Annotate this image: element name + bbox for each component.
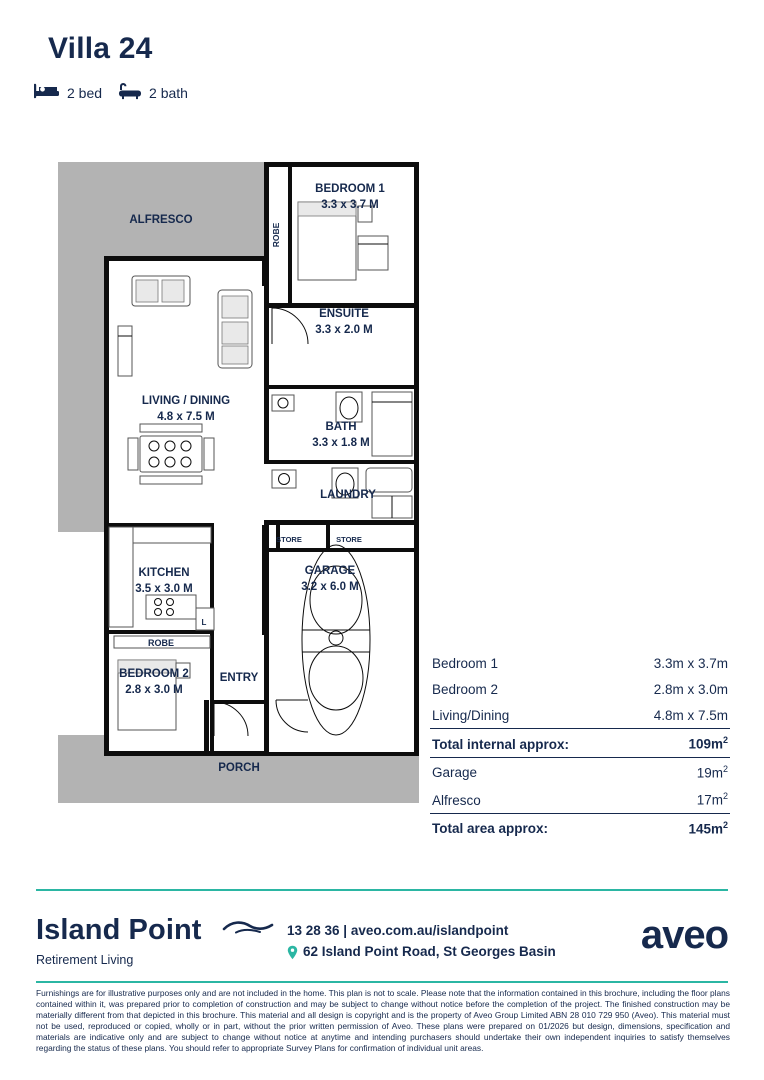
room-label-porch: PORCH <box>218 762 260 774</box>
page-title: Villa 24 <box>48 32 153 65</box>
divider-bottom <box>36 981 728 983</box>
room-dims-ensuite: 3.3 x 2.0 M <box>315 324 373 336</box>
room-label-l: L <box>201 618 207 627</box>
schedule-value: 2.8m x 3.0m <box>653 682 728 697</box>
spec-bed-label: 2 bed <box>67 84 103 101</box>
room-dims-garage: 3.2 x 6.0 M <box>301 581 359 593</box>
table-row <box>430 650 730 676</box>
room-label-entry: ENTRY <box>219 672 259 684</box>
table-row <box>430 728 730 757</box>
contact-address: 62 Island Point Road, St Georges Basin <box>303 943 556 959</box>
room-label-robe-1: ROBE <box>271 222 281 248</box>
spec-bath-label: 2 bath <box>149 84 188 101</box>
room-dims-bedroom-2: 2.8 x 3.0 M <box>125 684 183 696</box>
table-row <box>430 702 730 728</box>
location-pin-icon <box>287 942 298 967</box>
bath-icon <box>118 82 142 103</box>
wave-icon <box>222 918 274 939</box>
room-dims-kitchen: 3.5 x 3.0 M <box>135 583 193 595</box>
schedule-value: $17m^2$ <box>696 791 728 808</box>
disclaimer-text: Furnishings are for illustrative purposes only and are not included in the home. This plan is not to scale. Please note that the information contained in this brochure, including the floor plans contained within it, was prepared prior to completion of construction and may be subject to change without notice before the completion of the project. The finished construction may be materially different from that depicted in this brochure. This material and all design is copyright and is the property of Aveo Group Limited ABN 28 010 729 950 (Aveo). This material must not be used, reproduced or copied, wholly or in part, without the prior written permission of Aveo. These plans were prepared on 01/2026 but design, dimensions, specification and materials are indicative only and are subject to change without notice at anytime and intending purchasers should undertake their own independent inquiries to satisfy themselves regarding the status of these plans. You should refer to appropriate Survey Plans for confirmation of individual unit areas. <box>36 988 730 1054</box>
area-schedule-table <box>430 650 730 841</box>
table-row <box>430 676 730 702</box>
table-row <box>430 785 730 813</box>
aveo-logo: aveo <box>640 913 728 957</box>
contact-phone-web[interactable]: 13 28 36 | aveo.com.au/islandpoint <box>287 923 509 938</box>
contact-block <box>287 921 556 967</box>
schedule-name: Living/Dining <box>432 708 510 723</box>
room-dims-bedroom-1: 3.3 x 3.7 M <box>321 199 379 211</box>
room-label-bedroom-2: BEDROOM 2 <box>119 668 189 680</box>
brand-tagline: Retirement Living <box>36 953 134 967</box>
table-row <box>430 757 730 786</box>
room-label-kitchen: KITCHEN <box>138 567 190 579</box>
room-label-store-1: STORE <box>276 535 302 544</box>
table-row <box>430 813 730 842</box>
floorplan-drawing <box>36 140 456 830</box>
schedule-value: $145m^2$ <box>688 819 728 836</box>
spec-list <box>34 82 188 103</box>
schedule-name: Bedroom 2 <box>432 682 499 697</box>
spec-bath <box>118 82 188 103</box>
room-label-bath: BATH <box>325 421 357 433</box>
schedule-value: $19m^2$ <box>696 763 728 780</box>
room-label-laundry: LAUNDRY <box>320 489 376 501</box>
schedule-value: 3.3m x 3.7m <box>653 656 728 671</box>
bed-icon <box>34 82 60 103</box>
brand-logo <box>36 916 286 967</box>
schedule-name: Bedroom 1 <box>432 656 499 671</box>
divider-top <box>36 889 728 891</box>
schedule-name: Alfresco <box>432 792 481 808</box>
schedule-value: 4.8m x 7.5m <box>653 708 728 723</box>
room-label-robe-2: ROBE <box>147 638 175 648</box>
room-label-bedroom-1: BEDROOM 1 <box>315 183 385 195</box>
contact-address-row <box>287 942 556 967</box>
room-label-garage: GARAGE <box>304 565 356 577</box>
room-dims-living-dining: 4.8 x 7.5 M <box>157 411 215 423</box>
schedule-name: Total area approx: <box>432 821 549 836</box>
brand-name: Island Point <box>36 914 202 946</box>
schedule-value: $109m^2$ <box>688 735 728 752</box>
room-dims-bath: 3.3 x 1.8 M <box>312 437 370 449</box>
room-label-living-dining: LIVING / DINING <box>141 395 231 407</box>
room-label-store-2: STORE <box>336 535 362 544</box>
room-label-alfresco: ALFRESCO <box>129 214 193 226</box>
schedule-name: Total internal approx: <box>432 736 570 752</box>
spec-bed <box>34 82 102 103</box>
room-label-ensuite: ENSUITE <box>319 308 369 320</box>
schedule-name: Garage <box>432 765 478 780</box>
